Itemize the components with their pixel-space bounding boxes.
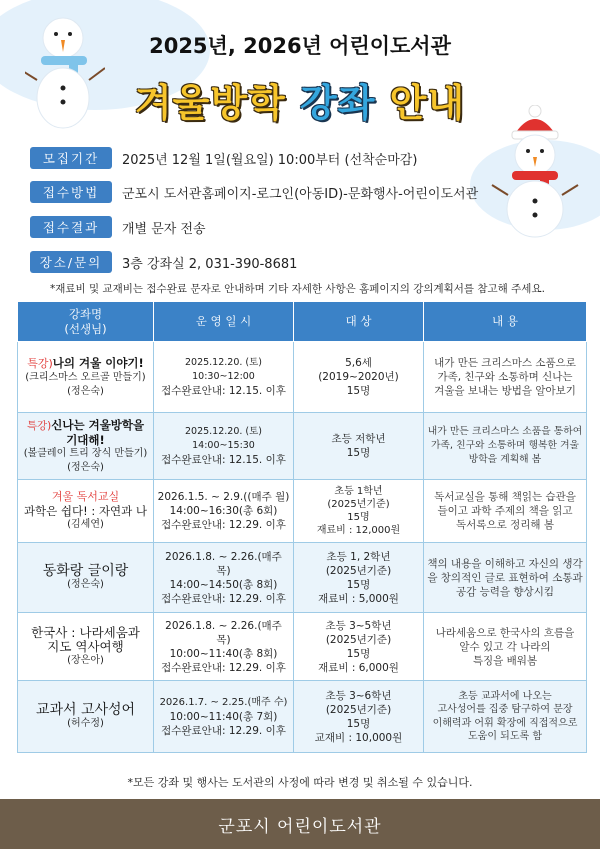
course-name-cell [18, 480, 154, 543]
schedule-line: 10:00~11:40(총 7회) [169, 710, 278, 723]
info-row-period [30, 146, 417, 170]
content-line: 도움이 되도록 함 [468, 731, 542, 742]
title-part-guide: 안내 [389, 81, 466, 125]
content-line: 독서록으로 정리해 봄 [456, 519, 554, 531]
table-row [18, 342, 587, 413]
course-title: 동화랑 글이랑 [42, 562, 129, 579]
table-row [18, 413, 587, 480]
schedule-line: 2026.1.5. ~ 2.9.((매주 월) [157, 491, 290, 503]
schedule-line: 접수완료안내: 12.15. 이후 [161, 454, 286, 466]
target-line: 15명 [346, 447, 371, 459]
page-subtitle: 2025년, 2026년 어린이도서관 [149, 34, 451, 58]
target-line: 15명 [347, 512, 370, 523]
info-row-place [30, 250, 297, 274]
content-line: 초등 교과서에 나오는 [458, 690, 552, 702]
target-line: 초등 1, 2학년 [326, 550, 391, 563]
target-line: 재료비 : 5,000원 [318, 592, 399, 605]
content-cell [424, 342, 587, 413]
info-label: 장소/문의 [30, 251, 112, 273]
course-title: 한국사 : 나라세움과 [31, 624, 140, 640]
info-value: 3층 강좌실 2, 031-390-8681 [122, 256, 298, 272]
table-row [18, 613, 587, 681]
target-line: 초등 1학년 [334, 486, 383, 497]
content-line: 알수 있고 각 나라의 [459, 640, 551, 653]
schedule-line: 14:00~14:50(총 8회) [169, 578, 278, 591]
course-subtitle: (볼클레이 트리 장식 만들기) [23, 447, 148, 459]
target-cell [294, 342, 424, 413]
content-line: 공감 능력을 향상시킴 [456, 585, 554, 598]
course-title-cont: 기대해! [66, 432, 105, 447]
table-row [18, 543, 587, 613]
header-schedule: 운 영 일 시 [154, 302, 294, 342]
target-cell [294, 681, 424, 753]
target-line: 15명 [346, 647, 371, 660]
footer-banner: 군포시 어린이도서관 [0, 799, 600, 849]
course-title: 나의 겨울 이야기! [52, 355, 144, 370]
course-name-cell [18, 413, 154, 480]
content-line: 특징을 배워봄 [472, 654, 538, 667]
course-name-cell [18, 613, 154, 681]
course-subtitle: (크리스마스 오르골 만들기) [25, 371, 146, 383]
schedule-cell [154, 613, 294, 681]
info-label: 접수방법 [30, 181, 112, 203]
material-note: *재료비 및 교재비는 접수완료 문자로 안내하며 기타 자세한 사항은 홈페이지의 강의계획서를 참고해 주세요. [50, 283, 545, 295]
schedule-line: 2026.1.7. ~ 2.25.(매주 수) [159, 696, 288, 708]
schedule-line: 접수완료안내: 12.29. 이후 [161, 519, 286, 531]
schedule-line: 2026.1.8. ~ 2.26.(매주 목) [165, 550, 282, 577]
content-line: 내가 만든 크리스마스 소품으로 [434, 357, 576, 369]
course-tag: 특강) [27, 356, 53, 370]
course-name-cell [18, 681, 154, 753]
content-cell [424, 613, 587, 681]
course-teacher: (김세연) [67, 519, 104, 530]
content-line: 나라세움으로 한국사의 흐름을 [435, 626, 575, 639]
content-line: 을 창의적인 글로 표현하여 소통과 [427, 571, 583, 584]
course-name-cell [18, 543, 154, 613]
content-cell [424, 480, 587, 543]
target-line: 재료비 : 12,000원 [316, 525, 401, 536]
content-line: 방학을 계획해 봄 [468, 454, 542, 465]
target-line: (2025년기준) [325, 633, 392, 646]
course-title: 신나는 겨울방학을 [51, 417, 145, 432]
schedule-line: 14:00~16:30(총 6회) [169, 505, 278, 517]
content-cell [424, 681, 587, 753]
target-line: (2025년기준) [327, 499, 390, 510]
schedule-cell [154, 681, 294, 753]
table-header-row [18, 302, 587, 342]
course-title: 과학은 쉽다! : 자연과 나 [23, 504, 148, 518]
target-line: 재료비 : 6,000원 [318, 661, 399, 674]
target-line: 15명 [346, 385, 371, 397]
content-line: 가족, 친구와 소통하며 행복한 겨울 [430, 440, 580, 451]
content-line: 들이고 과학 주제의 책을 읽고 [437, 505, 573, 517]
info-row-result [30, 215, 206, 239]
header-name [18, 302, 154, 342]
info-label: 모집기간 [30, 147, 112, 169]
info-row-method [30, 180, 478, 204]
target-cell [294, 613, 424, 681]
course-tag: 특강) [26, 419, 52, 432]
schedule-cell [154, 413, 294, 480]
course-teacher: (정은숙) [67, 385, 104, 397]
info-label: 접수결과 [30, 216, 112, 238]
content-line: 겨울을 보내는 방법을 알아보기 [434, 385, 576, 397]
content-line: 독서교실을 통해 책읽는 습관을 [434, 491, 576, 503]
schedule-cell [154, 342, 294, 413]
target-line: (2025년기준) [325, 703, 392, 716]
content-cell [424, 543, 587, 613]
target-line: (2019~2020년) [318, 371, 399, 383]
info-value: 개별 문자 전송 [122, 221, 206, 237]
header-target: 대 상 [294, 302, 424, 342]
schedule-line: 10:00~11:40(총 8회) [169, 647, 278, 660]
course-teacher: (정은숙) [67, 578, 104, 590]
target-cell [294, 413, 424, 480]
schedule-line: 2026.1.8. ~ 2.26.(매주 목) [165, 619, 282, 646]
target-cell [294, 480, 424, 543]
schedule-line: 2025.12.20. (토) 10:30~12:00 [184, 357, 263, 382]
content-cell [424, 413, 587, 480]
course-teacher: (허수정) [67, 717, 104, 729]
header-content: 내 용 [424, 302, 587, 342]
title-part-course: 강좌 [300, 81, 376, 125]
schedule-line: 2025.12.20. (토) 14:00~15:30 [184, 426, 263, 451]
target-line: 5,6세 [345, 357, 372, 369]
page-title [0, 72, 600, 127]
target-line: 교재비 : 10,000원 [314, 731, 403, 744]
content-line: 이해력과 어휘 확장에 직접적으로 [432, 717, 578, 729]
table-row [18, 480, 587, 543]
schedule-line: 접수완료안내: 12.29. 이후 [161, 661, 286, 674]
content-line: 가족, 친구와 소통하며 신나는 [437, 371, 573, 383]
header-name-label: 강좌명 [68, 306, 103, 321]
content-line: 내가 만든 크리스마스 소품을 통하여 [427, 426, 583, 437]
course-table [17, 301, 587, 753]
course-teacher: (장은아) [67, 654, 104, 666]
course-tag: 겨울 독서교실 [51, 490, 120, 503]
content-line: 책의 내용을 이해하고 자신의 생각 [427, 557, 583, 570]
header-name-sub: (선생님) [64, 321, 107, 336]
target-line: 초등 3~6학년 [325, 689, 392, 702]
target-line: (2025년기준) [325, 564, 392, 577]
target-cell [294, 543, 424, 613]
schedule-line: 접수완료안내: 12.29. 이후 [161, 592, 286, 605]
table-row [18, 681, 587, 753]
title-part-vacation: 겨울방학 [134, 81, 286, 125]
info-value: 군포시 도서관홈페이지-로그인(아동ID)-문화행사-어린이도서관 [122, 186, 479, 202]
info-value: 2025년 12월 1일(월요일) 10:00부터 (선착순마감) [122, 152, 418, 168]
schedule-cell [154, 480, 294, 543]
schedule-line: 접수완료안내: 12.15. 이후 [161, 385, 286, 397]
content-line: 고사성어를 집중 탐구하여 문장 [437, 704, 573, 715]
change-notice: *모든 강좌 및 행사는 도서관의 사정에 따라 변경 및 취소될 수 있습니다. [127, 776, 473, 789]
target-line: 초등 저학년 [331, 433, 386, 445]
course-name-cell [18, 342, 154, 413]
target-line: 15명 [346, 717, 371, 730]
course-teacher: (정은숙) [67, 461, 104, 473]
target-line: 15명 [346, 578, 371, 591]
course-title: 교과서 고사성어 [35, 701, 136, 718]
target-line: 초등 3~5학년 [325, 619, 392, 632]
course-title-cont: 지도 역사여행 [47, 638, 124, 654]
schedule-cell [154, 543, 294, 613]
schedule-line: 접수완료안내: 12.29. 이후 [161, 724, 286, 737]
